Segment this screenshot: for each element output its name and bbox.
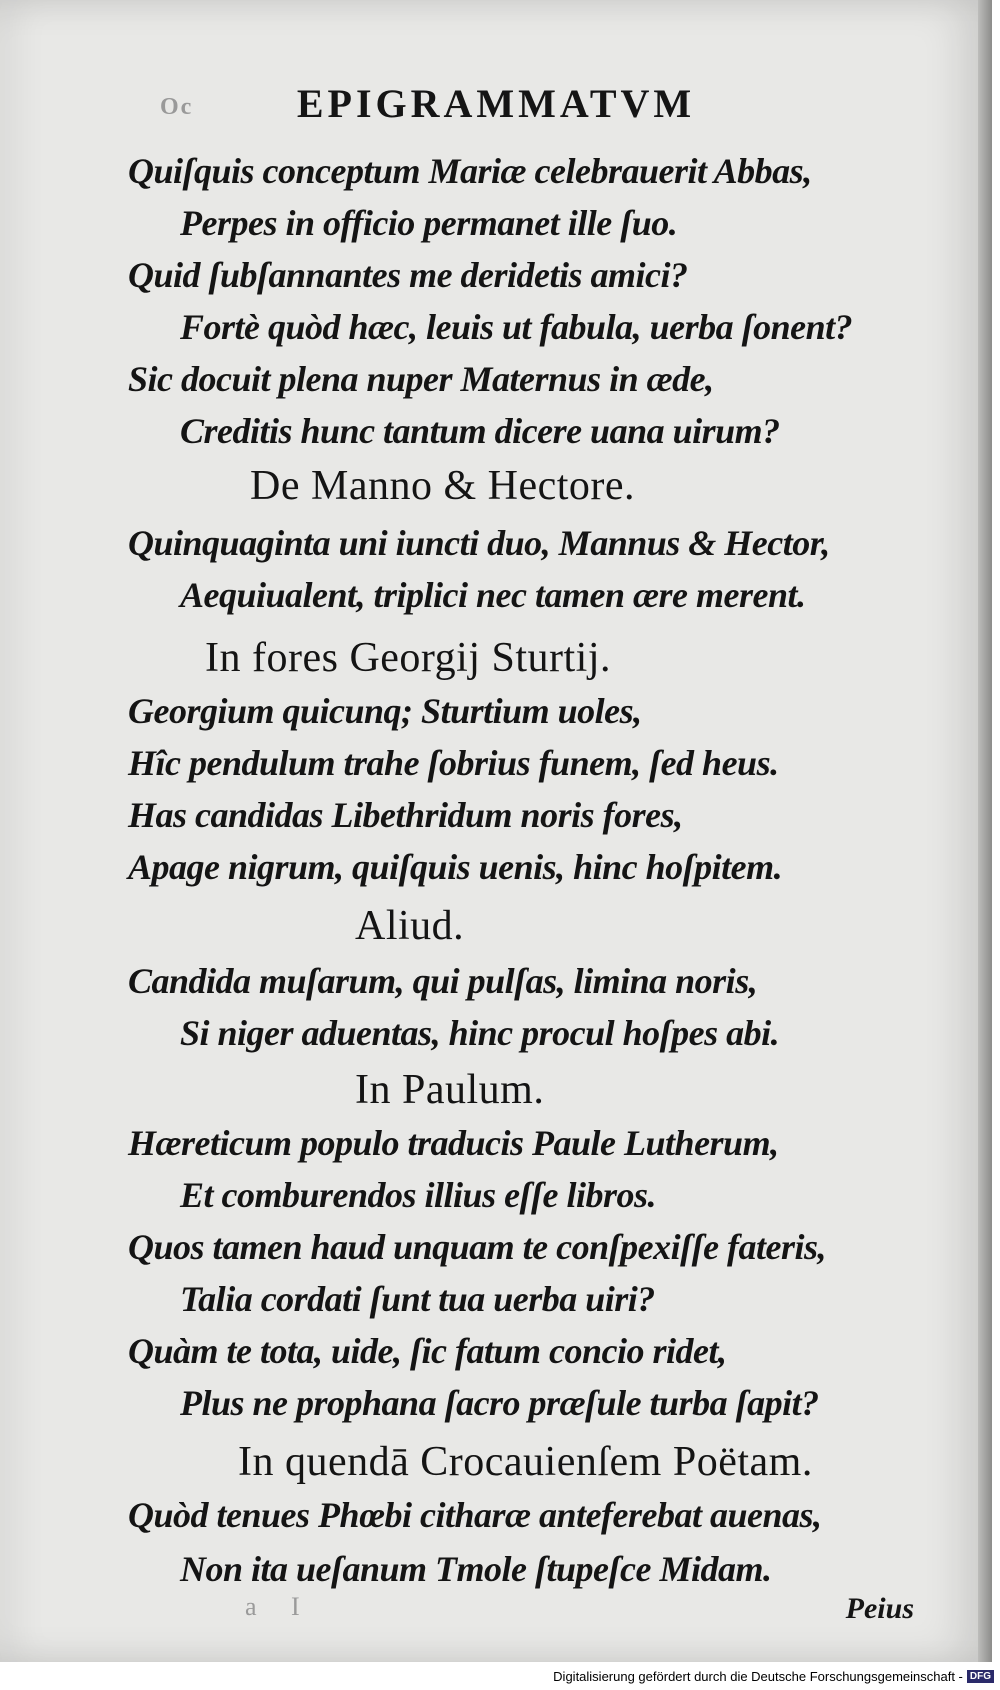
verse-line: Candida muſarum, qui pulſas, limina noris, — [128, 961, 758, 1001]
catchword: Peius — [845, 1592, 914, 1625]
digitization-footer — [553, 1669, 994, 1684]
verse-line-indented: Plus ne prophana ſacro præſule turba ſapit? — [180, 1383, 819, 1423]
verse-line: Hîc pendulum trahe ſobrius funem, ſed heus. — [128, 743, 779, 783]
epigram-heading: Aliud. — [355, 903, 465, 949]
verse-line: Hæreticum populo traducis Paule Lutherum, — [128, 1123, 779, 1163]
verse-line-indented: Perpes in officio permanet ille ſuo. — [180, 203, 678, 243]
verse-line-indented: Creditis hunc tantum dicere uana uirum? — [180, 411, 780, 451]
epigram-heading: In fores Georgij Sturtij. — [205, 635, 612, 681]
verse-line: Georgium quicunq; Sturtium uoles, — [128, 691, 642, 731]
signature-mark: a I — [245, 1592, 314, 1621]
verse-line: Quòd tenues Phœbi citharæ anteferebat auenas, — [128, 1495, 822, 1535]
header-ornament: Oc — [160, 94, 194, 120]
show-through-text — [884, 120, 974, 1620]
verse-line-indented: Talia cordati ſunt tua uerba uiri? — [180, 1279, 655, 1319]
verse-line-indented: Si niger aduentas, hinc procul hoſpes abi. — [180, 1013, 780, 1053]
header-title: EPIGRAMMATVM — [296, 81, 696, 126]
verse-line: Apage nigrum, quiſquis uenis, hinc hoſpitem. — [128, 847, 783, 887]
verse-line-indented: Aequiualent, triplici nec tamen ære merent. — [180, 575, 806, 615]
verse-line: Quiſquis conceptum Mariæ celebrauerit Abbas, — [128, 151, 812, 191]
footer-text: Digitalisierung gefördert durch die Deutsche Forschungsgemeinschaft - — [553, 1669, 963, 1684]
verse-line-indented: Non ita ueſanum Tmole ſtupeſce Midam. — [180, 1549, 772, 1589]
page-edge — [978, 0, 992, 1662]
verse-line: Quid ſubſannantes me deridetis amici? — [128, 255, 688, 295]
verse-line-indented: Fortè quòd hæc, leuis ut fabula, uerba ſonent? — [180, 307, 853, 347]
verse-line: Quos tamen haud unquam te conſpexiſſe fateris, — [128, 1227, 827, 1267]
epigram-heading: In Paulum. — [355, 1067, 545, 1113]
dfg-logo: DFG — [967, 1670, 994, 1683]
epigram-heading: De Manno & Hectore. — [250, 463, 636, 509]
verse-line: Sic docuit plena nuper Maternus in æde, — [128, 359, 714, 399]
verse-line: Quinquaginta uni iuncti duo, Mannus & Hector, — [128, 523, 830, 563]
epigram-heading: In quendā Crocauienſem Poëtam. — [238, 1439, 813, 1485]
verse-line: Has candidas Libethridum noris fores, — [128, 795, 683, 835]
verse-line-indented: Et comburendos illius eſſe libros. — [180, 1175, 657, 1215]
page-header — [0, 80, 992, 127]
verse-line: Quàm te tota, uide, ſic fatum concio ridet, — [128, 1331, 727, 1371]
